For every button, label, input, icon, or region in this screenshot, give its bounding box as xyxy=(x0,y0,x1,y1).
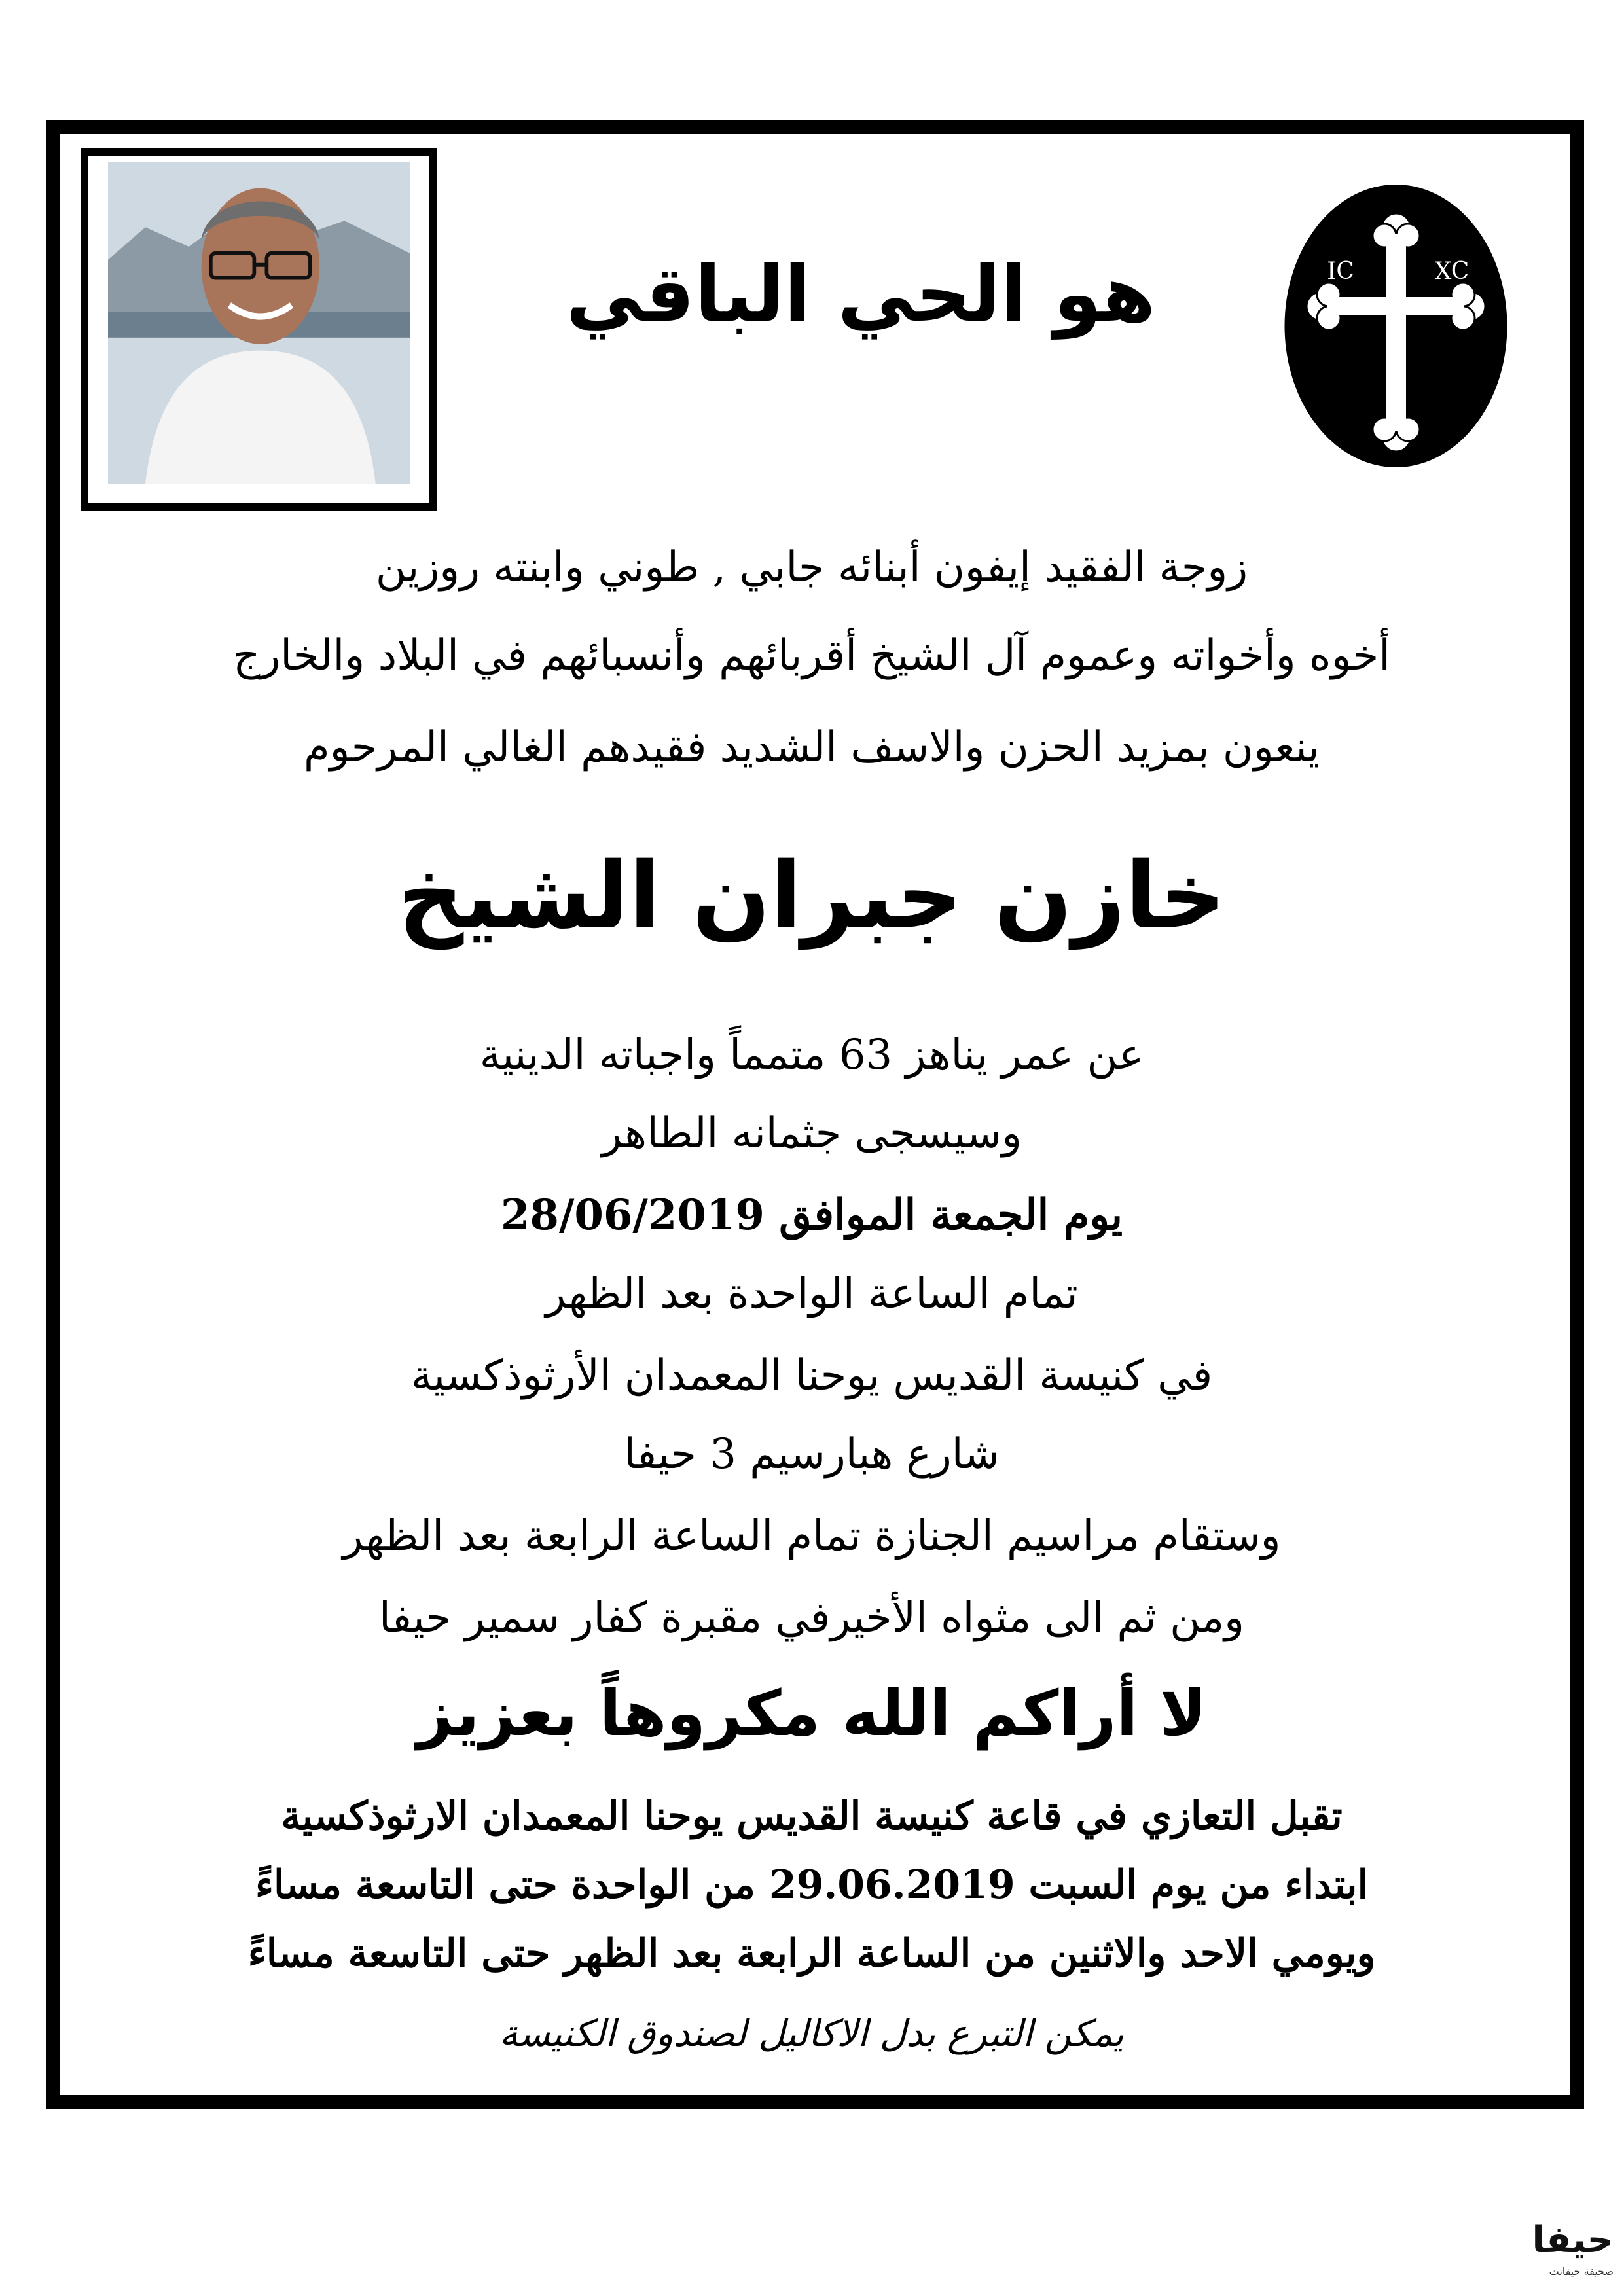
funeral-line-3: يوم الجمعة الموافق 28/06/2019 xyxy=(500,1191,1123,1240)
condolences-line-1: تقبل التعازي في قاعة كنيسة القديس يوحنا المعمدان الارثوذكسية xyxy=(281,1793,1343,1839)
funeral-line-8: ومن ثم الى مثواه الأخيرفي مقبرة كفار سمير حيفا xyxy=(378,1594,1245,1642)
deceased-name: خازن جبران الشيخ xyxy=(397,843,1226,950)
condolences-line-2: ابتداء من يوم السبت 29.06.2019 من الواحدة حتى التاسعة مساءً xyxy=(255,1862,1369,1908)
funeral-line-6: شارع هبارسيم 3 حيفا xyxy=(624,1430,1000,1479)
family-line-2: أخوه وأخواته وعموم آل الشيخ أقربائهم وأنسبائهم في البلاد والخارج xyxy=(233,632,1390,680)
condolences-line-3: ويومي الاحد والاثنين من الساعة الرابعة بعد الظهر حتى التاسعة مساءً xyxy=(247,1931,1376,1977)
emblem-left-letters: IC xyxy=(1327,258,1354,285)
funeral-line-4: تمام الساعة الواحدة بعد الظهر xyxy=(545,1270,1078,1318)
site-logo xyxy=(1476,2219,1614,2287)
funeral-line-7: وستقام مراسيم الجنازة تمام الساعة الرابعة بعد الظهر xyxy=(342,1512,1281,1560)
logo-name: حيفا xyxy=(1532,2219,1614,2261)
portrait-image xyxy=(108,162,410,484)
page-title: هو الحي الباقي xyxy=(566,249,1156,339)
logo-tagline: صحيفة حيفانت xyxy=(1549,2265,1614,2278)
family-line-1: زوجة الفقيد إيفون أبنائه جابي , طوني وابنته روزين xyxy=(375,543,1248,592)
prayer-line: لا أراكم الله مكروهاً بعزيز xyxy=(416,1677,1207,1750)
family-line-3: ينعون بمزيد الحزن والاسف الشديد فقيدهم الغالي المرحوم xyxy=(304,723,1320,772)
deceased-photo xyxy=(81,148,437,511)
orthodox-cross-icon xyxy=(1283,182,1509,470)
emblem-right-letters: XC xyxy=(1434,258,1470,285)
funeral-line-2: وسيسجى جثمانه الطاهر xyxy=(601,1109,1022,1158)
funeral-line-1: عن عمر يناهز 63 متمماً واجباته الدينية xyxy=(479,1031,1144,1079)
donation-note: يمكن التبرع بدل الاكاليل لصندوق الكنيسة xyxy=(499,2013,1125,2055)
funeral-line-5: في كنيسة القديس يوحنا المعمدان الأرثوذكسية xyxy=(410,1352,1213,1400)
